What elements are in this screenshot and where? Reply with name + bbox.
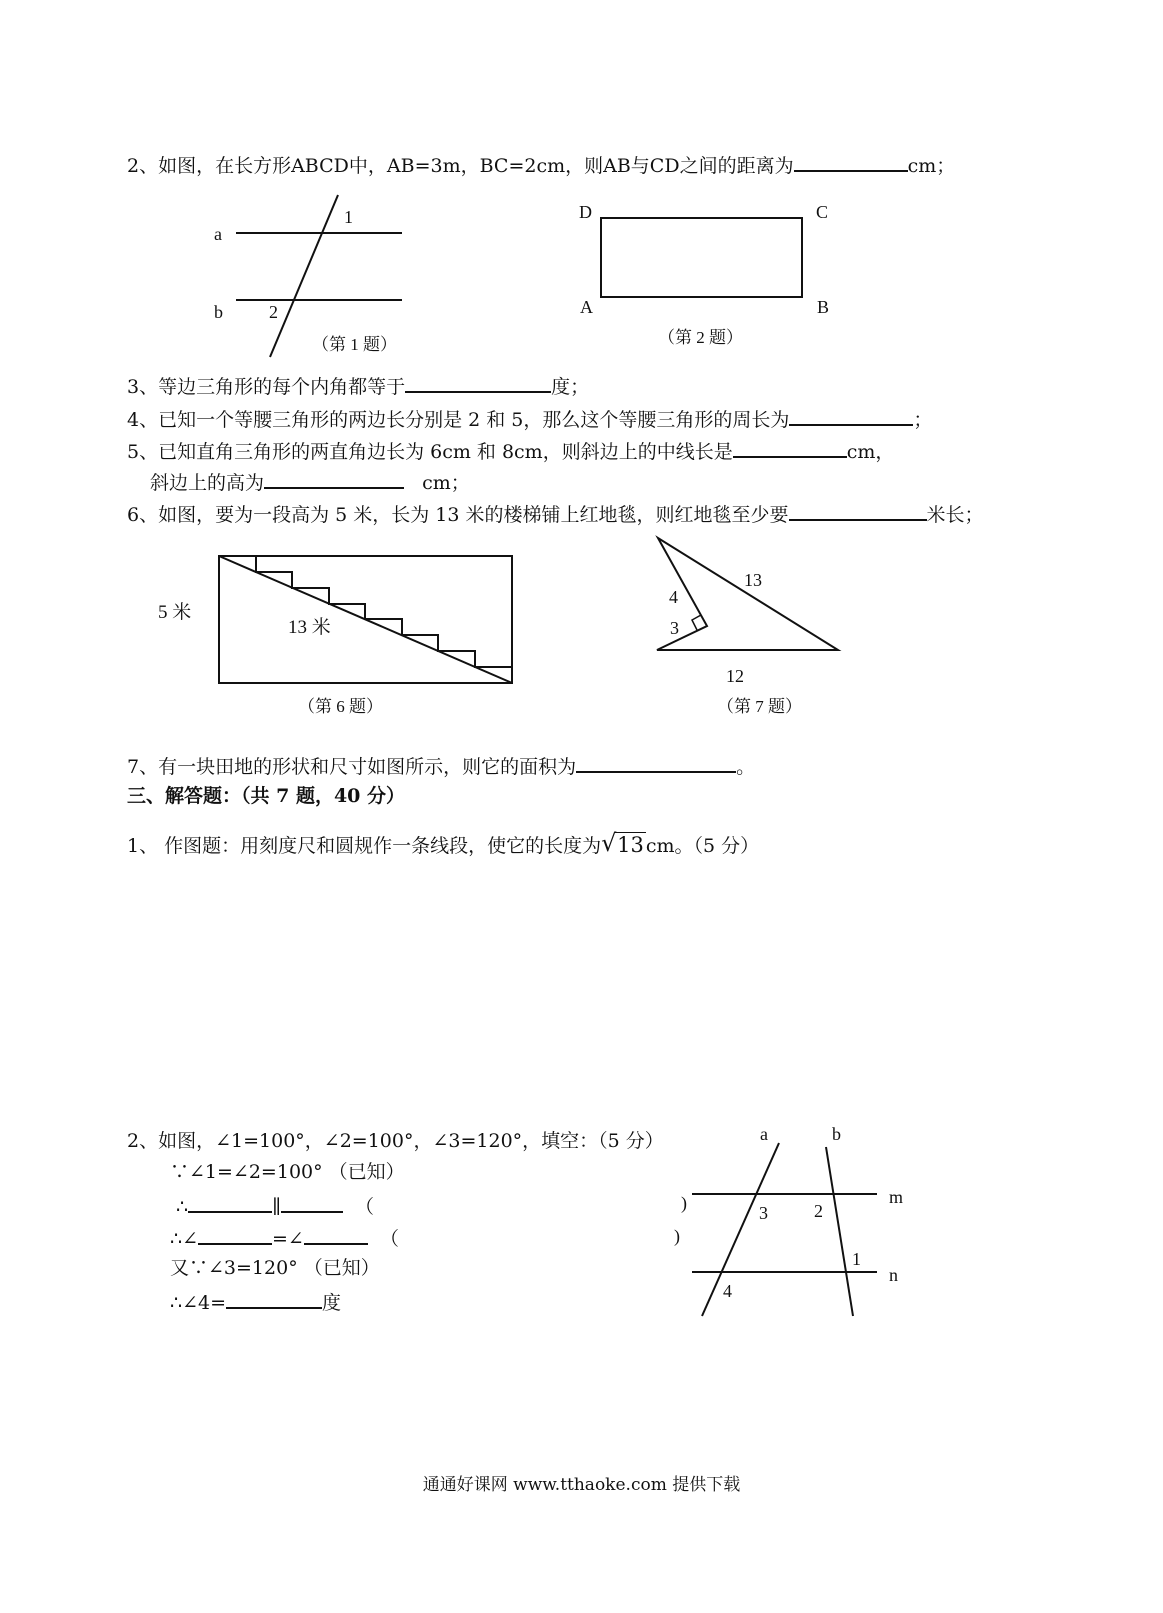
solve-question-1-text: 1、 作图题：用刻度尺和圆规作一条线段，使它的长度为 [127, 835, 602, 857]
question-5-unit: cm， [846, 441, 895, 463]
figure-2-caption: （第 2 题） [658, 328, 743, 347]
answer-blank[interactable] [576, 751, 736, 773]
answer-blank[interactable] [789, 499, 927, 521]
answer-blank[interactable] [226, 1287, 322, 1309]
paren-mark-2: ) [674, 1226, 680, 1246]
question-2-unit: cm； [907, 155, 956, 177]
question-5 [127, 436, 894, 465]
question-3-text: 3、等边三角形的每个内角都等于 [127, 376, 406, 398]
vertex-c: C [816, 202, 829, 222]
paren-mark-1: ) [681, 1193, 687, 1213]
question-7-unit: 。 [736, 756, 756, 778]
answer-blank[interactable] [188, 1191, 272, 1213]
answer-blank[interactable] [733, 436, 847, 458]
label-line-b: b [832, 1124, 841, 1144]
answer-blank[interactable] [198, 1223, 272, 1245]
right-angle-mark [692, 615, 701, 630]
question-6-text: 6、如图，要为一段高为 5 米，长为 13 米的楼梯铺上红地毯，则红地毯至少要 [127, 504, 789, 526]
field-outline [657, 538, 838, 650]
question-7-text: 7、有一块田地的形状和尺寸如图所示，则它的面积为 [127, 756, 577, 778]
therefore-symbol: ∴ [176, 1196, 189, 1218]
figure-6-caption: （第 6 题） [298, 697, 383, 716]
question-4 [127, 404, 932, 433]
label-line-n: n [889, 1265, 898, 1285]
question-3-unit: 度； [551, 376, 590, 398]
angle-4-label: 4 [723, 1281, 732, 1301]
figure-6 [158, 556, 512, 716]
side-4-label: 4 [669, 587, 678, 607]
figure-7 [657, 538, 838, 716]
vertex-d: D [579, 202, 592, 222]
side-12-label: 12 [726, 666, 744, 686]
figure-7-caption: （第 7 题） [717, 697, 802, 716]
therefore-angle: ∴∠ [170, 1228, 199, 1250]
angle-1-label: 1 [344, 207, 353, 227]
question-6-unit: 米长； [926, 504, 984, 526]
label-line-m: m [889, 1187, 904, 1207]
solve-question-2-step-5 [170, 1287, 341, 1316]
answer-blank[interactable] [304, 1223, 368, 1245]
angle-2-label: 2 [269, 302, 278, 322]
footer-text: 通通好课网 www.tthaoke.com 提供下载 [422, 1475, 741, 1495]
transversal [270, 195, 338, 357]
question-2-text: 2、如图，在长方形ABCD中，AB=3m，BC=2cm，则AB与CD之间的距离为 [127, 155, 794, 177]
figure-1 [214, 195, 402, 357]
question-4-text: 4、已知一个等腰三角形的两边长分别是 2 和 5，那么这个等腰三角形的周长为 [127, 409, 790, 431]
question-5-line2-text: 斜边上的高为 [150, 472, 265, 494]
sqrt-expression [601, 829, 646, 859]
figure-parallel-lines [674, 1124, 903, 1316]
question-6 [127, 499, 984, 528]
question-4-unit: ； [913, 409, 933, 431]
vertex-a: A [580, 297, 593, 317]
question-5-line2-unit: cm； [422, 472, 470, 494]
label-b: b [214, 302, 223, 322]
side-3-label: 3 [670, 618, 679, 638]
solve-question-2-step-4: 又∵∠3=120° （已知） [170, 1257, 380, 1279]
solve-question-1 [127, 829, 760, 859]
solve-question-2-step-3 [170, 1223, 399, 1252]
solve-question-2-step-1: ∵∠1=∠2=100° （已知） [170, 1161, 405, 1183]
label-line-a: a [760, 1124, 768, 1144]
answer-blank[interactable] [405, 371, 551, 393]
question-7 [127, 751, 755, 780]
solve-question-2-step-2 [176, 1191, 374, 1220]
rectangle-abcd [601, 218, 802, 297]
degree-unit: 度 [322, 1292, 342, 1314]
sqrt-icon: √ [601, 829, 617, 857]
solve-question-2-title: 2、如图，∠1=100°，∠2=100°，∠3=120°，填空：（5 分） [127, 1130, 664, 1152]
figure-2 [579, 202, 829, 347]
equals-angle: =∠ [272, 1228, 304, 1250]
stair-height-label: 5 米 [158, 602, 192, 623]
question-5-line-2 [150, 467, 470, 496]
angle-1-label: 1 [852, 1249, 861, 1269]
reason-paren: （ [354, 1196, 374, 1218]
section-3-title: 三、解答题：（共 7 题，40 分） [127, 785, 406, 807]
solve-question-1-suffix: cm。（5 分） [645, 835, 760, 857]
angle-3-label: 3 [759, 1203, 768, 1223]
parallel-symbol: ∥ [272, 1196, 281, 1218]
answer-blank[interactable] [264, 467, 404, 489]
figure-1-caption: （第 1 题） [312, 335, 397, 354]
question-3 [127, 371, 589, 400]
angle-2-label: 2 [814, 1201, 823, 1221]
answer-blank[interactable] [281, 1191, 343, 1213]
side-13-label: 13 [744, 570, 762, 590]
question-5-text: 5、已知直角三角形的两直角边长为 6cm 和 8cm，则斜边上的中线长是 [127, 441, 733, 463]
label-a: a [214, 224, 222, 244]
answer-blank[interactable] [789, 404, 913, 426]
stair-length-label: 13 米 [288, 617, 331, 638]
angle-4-equals: ∴∠4= [170, 1292, 227, 1314]
vertex-b: B [817, 297, 830, 317]
reason-paren: （ [379, 1228, 399, 1250]
line-b-transversal [826, 1147, 853, 1316]
line-a-transversal [702, 1143, 779, 1316]
sqrt-radicand: 13 [617, 833, 644, 857]
